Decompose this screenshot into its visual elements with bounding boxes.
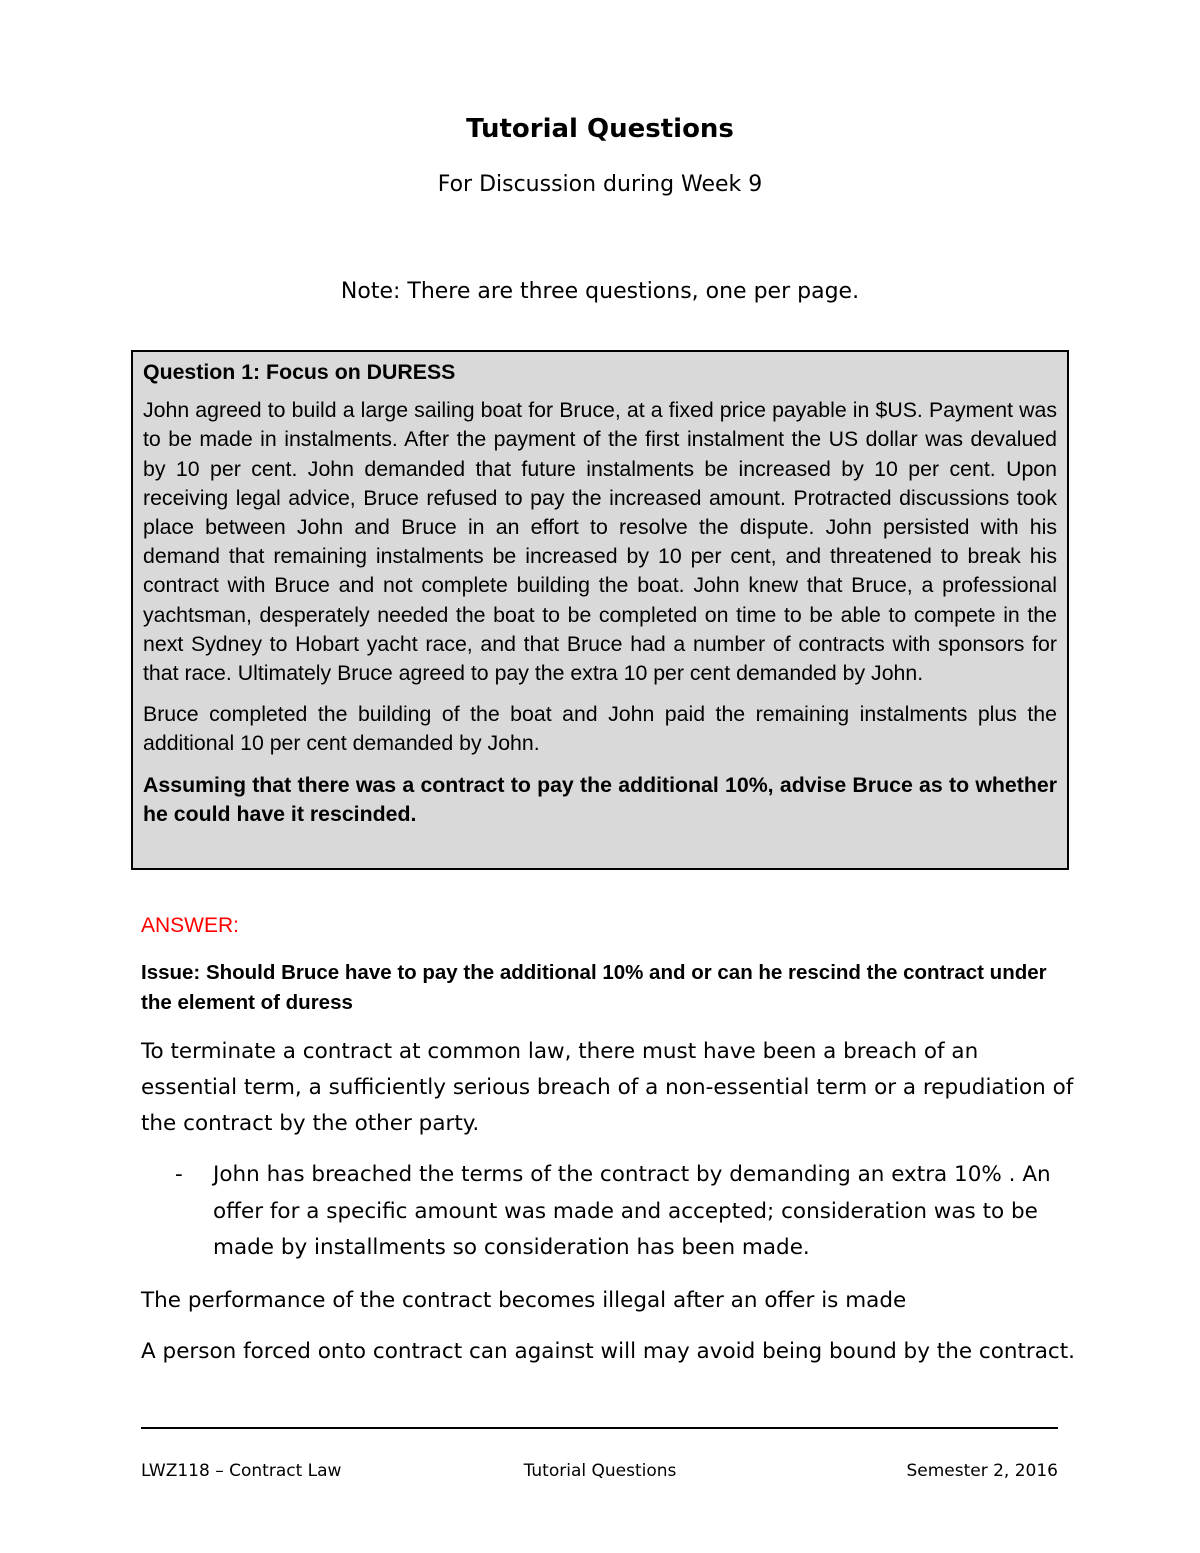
page-subtitle: For Discussion during Week 9: [437, 172, 763, 197]
question-instruction: Assuming that there was a contract to pay the additional 10%, advise Bruce as to whether he could have it rescinded.: [143, 772, 1057, 826]
question-box: [131, 350, 1069, 870]
bullet-text: John has breached the terms of the contract by demanding an extra 10% . An offer for a specific amount was made and accepted; consideration was to be made by installments so consideration has been made.: [213, 1162, 1051, 1260]
question-paragraph-1: John agreed to build a large sailing boat for Bruce, at a fixed price payable in $US. Payment was to be made in instalments. After the payment of the first instalment the US dollar was devalued by 10 per cent. John demanded that future instalments be increased by 10 per cent. Upon receiving legal advice, Bruce refused to pay the increased amount. Protracted discussions took place between John and Bruce in an effort to resolve the dispute. John persisted with his demand that remaining instalments be increased by 10 per cent, and threatened to break his contract with Bruce and not complete building the boat. John knew that Bruce, a professional yachtsman, desperately needed the boat to be completed on time to be able to compete in the next Sydney to Hobart yacht race, and that Bruce had a number of contracts with sponsors for that race. Ultimately Bruce agreed to pay the extra 10 per cent demanded by John.: [143, 398, 1057, 686]
footer-semester: Semester 2, 2016: [906, 1461, 1058, 1481]
answer-terminate-paragraph: To terminate a contract at common law, there must have been a breach of an essential term, a sufficiently serious breach of a non-essential term or a repudiation of the contract by the other party.: [141, 1039, 1074, 1136]
bullet-dash: -: [175, 1162, 183, 1187]
footer-course: LWZ118 – Contract Law: [141, 1461, 342, 1481]
answer-forced-paragraph: A person forced onto contract can against will may avoid being bound by the contract.: [141, 1339, 1076, 1364]
question-paragraph-2: Bruce completed the building of the boat and John paid the remaining instalments plus the additional 10 per cent demanded by John.: [143, 702, 1057, 756]
footer-divider: [141, 1427, 1058, 1429]
question-heading: Question 1: Focus on DURESS: [143, 360, 456, 384]
answer-issue: Issue: Should Bruce have to pay the additional 10% and or can he rescind the contract under the element of duress: [141, 961, 1047, 1014]
answer-performance-paragraph: The performance of the contract becomes illegal after an offer is made: [141, 1288, 907, 1313]
page-note: Note: There are three questions, one per page.: [340, 279, 860, 304]
page-title: Tutorial Questions: [466, 114, 734, 144]
answer-label: ANSWER:: [141, 914, 240, 937]
footer-doc-title: Tutorial Questions: [523, 1461, 677, 1481]
